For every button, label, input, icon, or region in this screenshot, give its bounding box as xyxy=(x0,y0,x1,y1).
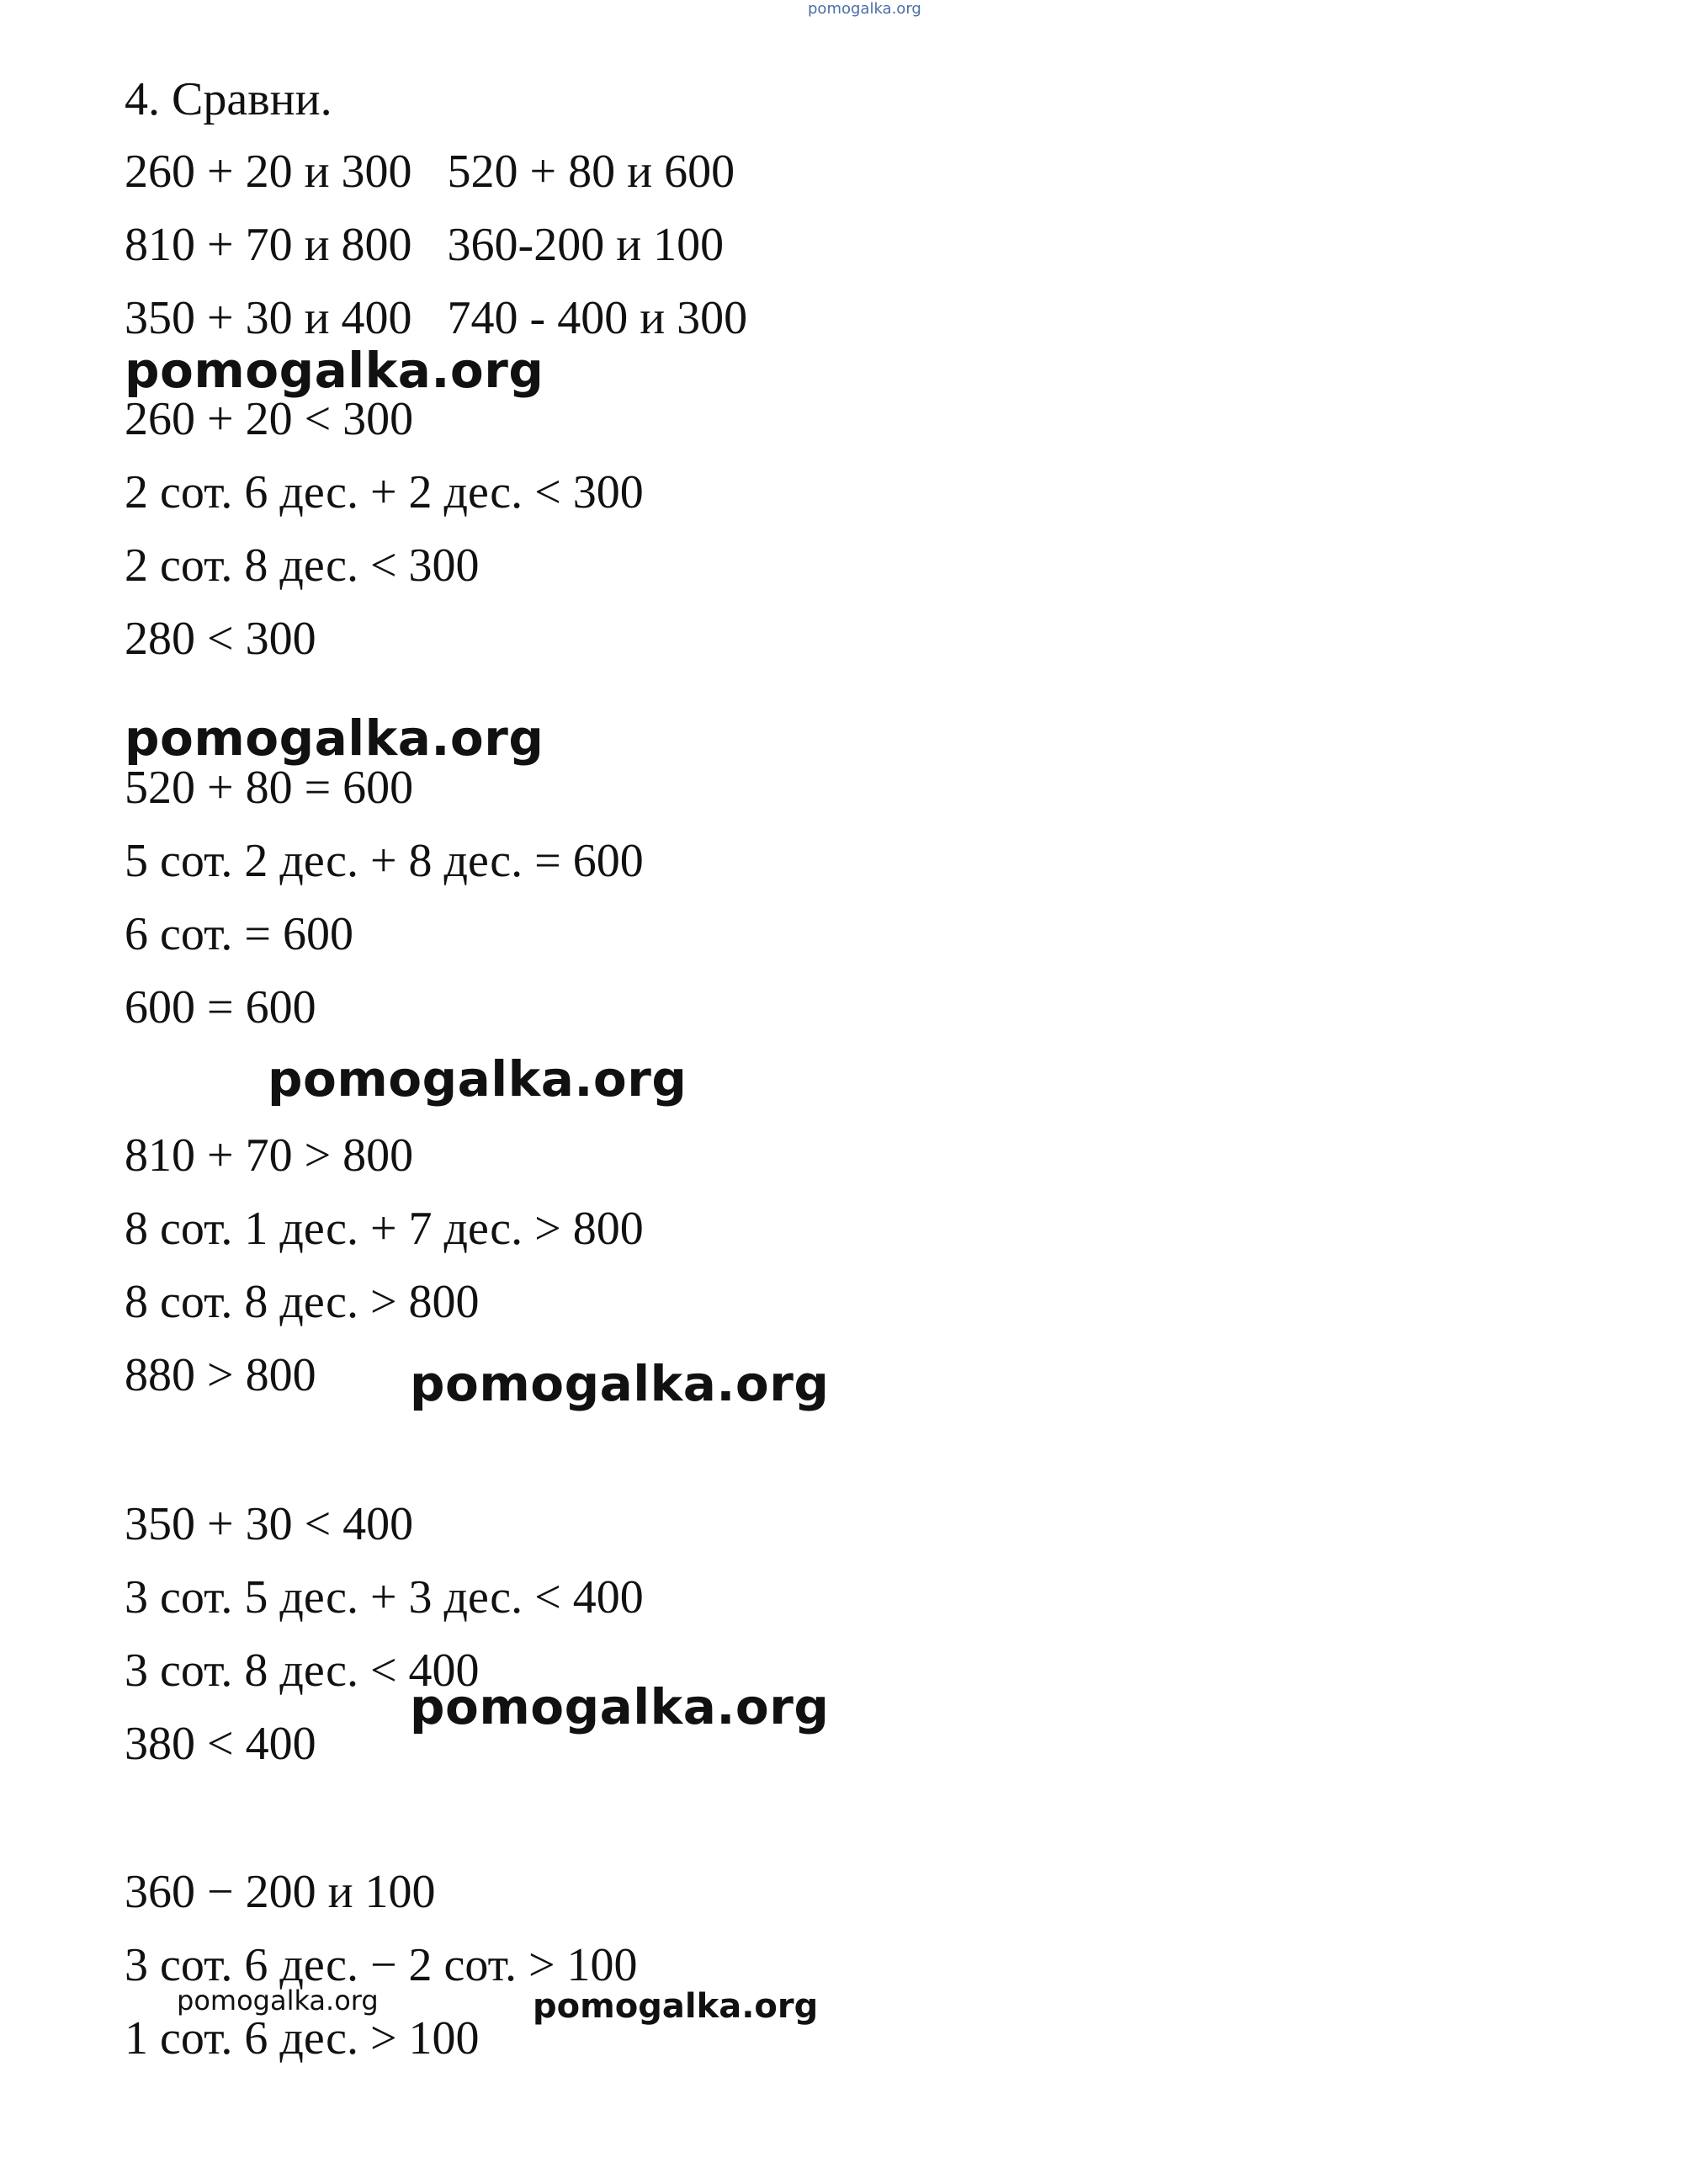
watermark: pomogalka.org xyxy=(410,1678,830,1735)
solution-1-line-4: 280 < 300 xyxy=(125,613,316,665)
watermark: pomogalka.org xyxy=(268,1050,687,1108)
solution-3-line-2: 8 сот. 1 дес. + 7 дес. > 800 xyxy=(125,1203,644,1255)
solution-1-line-2: 2 сот. 6 дес. + 2 дес. < 300 xyxy=(125,466,644,518)
watermark: pomogalka.org xyxy=(410,1355,830,1412)
task-row-2: 810 + 70 и 800 360-200 и 100 xyxy=(125,219,725,271)
watermark: pomogalka.org xyxy=(125,709,544,767)
solution-1-line-3: 2 сот. 8 дес. < 300 xyxy=(125,539,480,592)
solution-5-line-2: 3 сот. 6 дес. − 2 сот. > 100 xyxy=(125,1939,638,1991)
solution-5-line-3: 1 сот. 6 дес. > 100 xyxy=(125,2012,480,2064)
solution-2-line-2: 5 сот. 2 дес. + 8 дес. = 600 xyxy=(125,835,644,887)
task-title: 4. Сравни. xyxy=(125,73,332,125)
solution-4-line-4: 380 < 400 xyxy=(125,1718,316,1770)
solution-4-line-3: 3 сот. 8 дес. < 400 xyxy=(125,1645,480,1697)
solution-2-line-4: 600 = 600 xyxy=(125,981,316,1034)
solution-2-line-1: 520 + 80 = 600 xyxy=(125,762,414,814)
solution-3-line-1: 810 + 70 > 800 xyxy=(125,1129,414,1182)
watermark-top: pomogalka.org xyxy=(808,0,921,18)
solution-3-line-4: 880 > 800 xyxy=(125,1349,316,1401)
solution-5-line-1: 360 − 200 и 100 xyxy=(125,1866,436,1918)
watermark: pomogalka.org xyxy=(177,1985,379,2017)
task-row-3: 350 + 30 и 400 740 - 400 и 300 xyxy=(125,292,748,344)
solution-4-line-2: 3 сот. 5 дес. + 3 дес. < 400 xyxy=(125,1571,644,1623)
solution-2-line-3: 6 сот. = 600 xyxy=(125,908,353,960)
watermark: pomogalka.org xyxy=(125,342,544,399)
solution-4-line-1: 350 + 30 < 400 xyxy=(125,1498,414,1550)
watermark: pomogalka.org xyxy=(533,1987,819,2026)
solution-3-line-3: 8 сот. 8 дес. > 800 xyxy=(125,1276,480,1328)
task-row-1: 260 + 20 и 300 520 + 80 и 600 xyxy=(125,146,735,198)
solution-1-line-1: 260 + 20 < 300 xyxy=(125,393,414,445)
